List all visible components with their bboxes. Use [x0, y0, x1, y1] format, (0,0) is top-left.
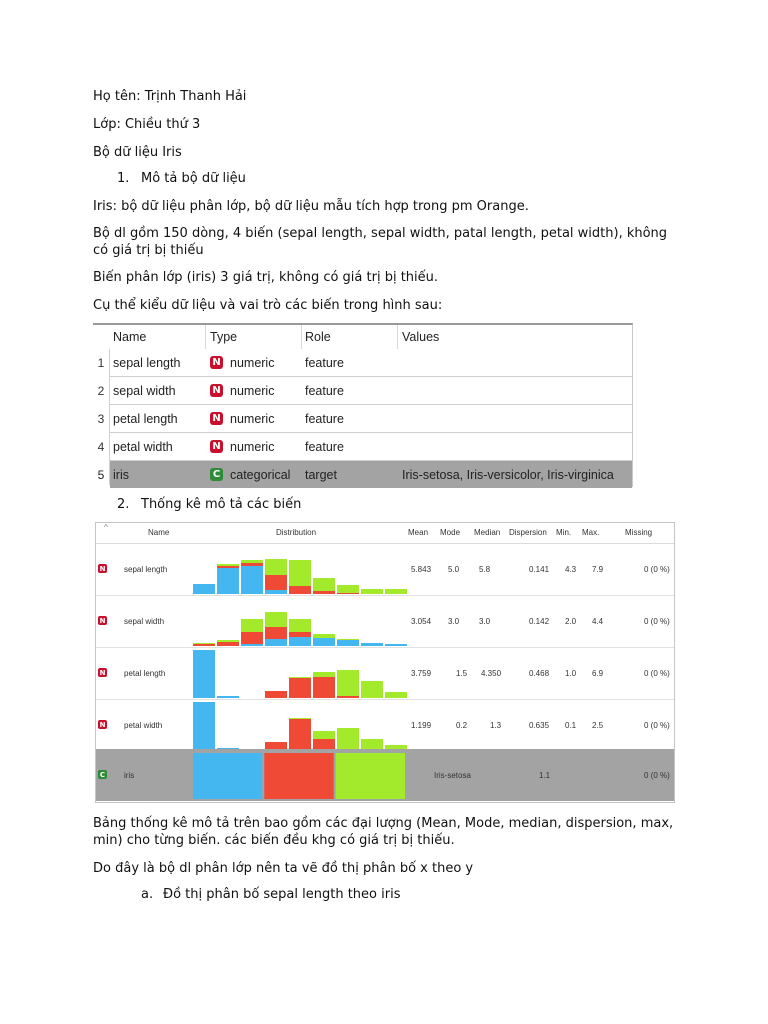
histogram-bar-versicolor: [313, 591, 335, 594]
row-number: 1: [97, 355, 105, 370]
categorical-type-icon: C: [99, 770, 106, 779]
stats-min: 4.3: [565, 564, 577, 574]
histogram-bar-setosa: [193, 702, 215, 750]
numeric-type-icon: N: [210, 412, 223, 425]
class-bar-virginica: [336, 753, 405, 799]
section-1-title: Mô tả bộ dữ liệu: [141, 171, 246, 186]
stats-max: 7.9: [592, 564, 604, 574]
header-name[interactable]: Name: [113, 330, 147, 344]
histogram-bar-setosa: [337, 640, 359, 646]
stats-missing: 0 (0 %): [644, 770, 670, 780]
histogram-bar-virginica: [217, 640, 239, 642]
histogram-bar-versicolor: [289, 632, 311, 637]
stats-mode: 1.5: [456, 668, 468, 678]
stats-mode: Iris-setosa: [434, 770, 471, 780]
class-line: Lớp: Chiều thứ 3: [93, 117, 201, 132]
histogram-bar-versicolor: [241, 563, 263, 566]
header-distribution[interactable]: Distribution: [276, 528, 317, 537]
header-type[interactable]: Type: [210, 330, 238, 344]
distribution-histogram: [192, 596, 408, 646]
variable-role: target: [305, 467, 337, 482]
header-role[interactable]: Role: [305, 330, 331, 344]
stats-row-selected[interactable]: [96, 749, 674, 801]
histogram-bar-virginica: [289, 619, 311, 632]
histogram-bar-setosa: [265, 639, 287, 646]
histogram-bar-virginica: [385, 589, 407, 594]
histogram-bar-versicolor: [289, 586, 311, 594]
variable-type: numeric: [230, 355, 275, 370]
histogram-bar-virginica: [289, 560, 311, 586]
stats-missing: 0 (0 %): [644, 668, 670, 678]
histogram-bar-versicolor: [217, 642, 239, 646]
histogram-bar-virginica: [313, 578, 335, 591]
histogram-bar-setosa: [217, 696, 239, 698]
histogram-bar-virginica: [289, 677, 311, 678]
stats-median: 3.0: [479, 616, 491, 626]
stats-mean: 3.054: [411, 616, 432, 626]
section-2-paragraph-2: Do đây là bộ dl phân lớp nên ta vẽ đồ thị phân bố x theo y: [93, 861, 474, 876]
section-2a-title: Đồ thị phân bố sepal length theo iris: [163, 887, 401, 902]
histogram-bar-virginica: [337, 585, 359, 593]
stats-variable-name: iris: [124, 770, 135, 780]
stats-median: 1.3: [490, 720, 502, 730]
histogram-bar-virginica: [241, 560, 263, 563]
variable-name: petal width: [113, 439, 173, 454]
histogram-bar-versicolor: [289, 719, 311, 750]
stats-mean: 5.843: [411, 564, 432, 574]
stats-dispersion: 0.141: [529, 564, 550, 574]
categorical-type-icon: C: [210, 468, 223, 481]
sort-indicator-icon[interactable]: ^: [104, 523, 108, 532]
header-median[interactable]: Median: [474, 528, 501, 537]
stats-dispersion: 0.635: [529, 720, 550, 730]
section-1-paragraph-4: Cụ thể kiểu dữ liệu và vai trò các biến trong hình sau:: [93, 298, 443, 313]
class-distribution-bars: [192, 753, 406, 799]
variable-type: numeric: [230, 439, 275, 454]
header-min[interactable]: Min.: [556, 528, 572, 537]
stats-variable-name: petal width: [124, 720, 163, 730]
section-2-title: Thống kê mô tả các biến: [141, 497, 302, 512]
stats-mode: 0.2: [456, 720, 468, 730]
histogram-bar-setosa: [241, 566, 263, 594]
histogram-bar-versicolor: [313, 677, 335, 698]
section-2-paragraph-1: Bảng thống kê mô tả trên bao gồm các đại lượng (Mean, Mode, median, dispersion, max, min) cho từng biến. các biến đều khg có giá trị bị thiếu.: [93, 816, 674, 848]
header-mean[interactable]: Mean: [408, 528, 429, 537]
distribution-histogram: [192, 544, 408, 594]
dataset-line: Bộ dữ liệu Iris: [93, 145, 182, 160]
section-2a-letter: a.: [141, 887, 154, 902]
variable-name: iris: [113, 467, 129, 482]
stats-variable-name: sepal width: [124, 616, 165, 626]
stats-missing: 0 (0 %): [644, 616, 670, 626]
stats-row[interactable]: [96, 699, 674, 751]
stats-mean: 1.199: [411, 720, 432, 730]
header-divider: [205, 325, 206, 349]
variable-name: sepal length: [113, 355, 181, 370]
header-divider: [301, 325, 302, 349]
stats-missing: 0 (0 %): [644, 564, 670, 574]
variable-row[interactable]: [93, 405, 632, 432]
stats-mode: 5.0: [448, 564, 460, 574]
statistics-table: [95, 522, 675, 803]
stats-variable-name: sepal length: [124, 564, 168, 574]
header-name[interactable]: Name: [148, 528, 170, 537]
numeric-type-icon: N: [99, 668, 106, 677]
header-values[interactable]: Values: [402, 330, 440, 344]
histogram-bar-versicolor: [265, 691, 287, 698]
histogram-bar-virginica: [241, 619, 263, 632]
header-missing[interactable]: Missing: [625, 528, 653, 537]
variable-type: numeric: [230, 383, 275, 398]
variable-name: sepal width: [113, 383, 176, 398]
histogram-bar-virginica: [337, 728, 359, 750]
histogram-bar-virginica: [265, 612, 287, 627]
histogram-bar-virginica: [361, 589, 383, 594]
numeric-type-icon: N: [99, 720, 106, 729]
row-number: 5: [97, 467, 105, 482]
stats-row[interactable]: [96, 595, 674, 647]
histogram-bar-setosa: [313, 638, 335, 646]
numeric-type-icon: N: [210, 356, 223, 369]
student-name-line: Họ tên: Trịnh Thanh Hải: [93, 89, 247, 104]
stats-median: 4.350: [481, 668, 502, 678]
numeric-type-icon: N: [99, 616, 106, 625]
histogram-bar-versicolor: [337, 696, 359, 698]
histogram-bar-virginica: [313, 672, 335, 677]
histogram-bar-setosa: [217, 568, 239, 594]
stats-median: 5.8: [479, 564, 491, 574]
variable-row[interactable]: [93, 349, 632, 376]
distribution-histogram: [192, 648, 408, 698]
stats-row[interactable]: [96, 647, 674, 699]
stats-mode: 3.0: [448, 616, 460, 626]
histogram-bar-virginica: [193, 643, 215, 644]
stats-dispersion: 0.142: [529, 616, 550, 626]
histogram-bar-virginica: [217, 564, 239, 566]
histogram-bar-setosa: [361, 643, 383, 646]
stats-max: 2.5: [592, 720, 604, 730]
variable-values: Iris-setosa, Iris-versicolor, Iris-virginica: [402, 467, 614, 482]
class-bar-versicolor: [264, 753, 333, 799]
histogram-bar-virginica: [361, 681, 383, 698]
histogram-bar-virginica: [385, 692, 407, 698]
numeric-type-icon: N: [210, 384, 223, 397]
stats-min: 0.1: [565, 720, 577, 730]
distribution-histogram: [192, 700, 408, 750]
histogram-bar-virginica: [289, 718, 311, 719]
class-bar-setosa: [193, 753, 262, 799]
statistics-table-header: [96, 523, 674, 544]
histogram-bar-virginica: [337, 639, 359, 640]
histogram-bar-setosa: [193, 650, 215, 698]
variables-table: [93, 323, 633, 487]
variable-role: feature: [305, 355, 344, 370]
variable-role: feature: [305, 411, 344, 426]
histogram-bar-versicolor: [217, 566, 239, 568]
variable-role: feature: [305, 383, 344, 398]
numeric-type-icon: N: [99, 564, 106, 573]
section-1-paragraph-2: Bộ dl gồm 150 dòng, 4 biến (sepal length, sepal width, patal length, petal width), không có giá trị bị thiếu: [93, 226, 668, 258]
variable-type: categorical: [230, 467, 291, 482]
variable-type: numeric: [230, 411, 275, 426]
histogram-bar-setosa: [289, 637, 311, 646]
stats-row[interactable]: [96, 543, 674, 595]
histogram-bar-virginica: [313, 731, 335, 739]
stats-mean: 3.759: [411, 668, 432, 678]
header-dispersion[interactable]: Dispersion: [509, 528, 547, 537]
numeric-type-icon: N: [210, 440, 223, 453]
stats-missing: 0 (0 %): [644, 720, 670, 730]
histogram-bar-virginica: [313, 634, 335, 638]
histogram-bar-virginica: [265, 559, 287, 575]
header-mode[interactable]: Mode: [440, 528, 461, 537]
histogram-bar-setosa: [385, 644, 407, 646]
stats-max: 6.9: [592, 668, 604, 678]
variable-row-selected[interactable]: [110, 461, 632, 488]
stats-max: 4.4: [592, 616, 604, 626]
header-divider: [397, 325, 398, 349]
histogram-bar-versicolor: [265, 627, 287, 639]
histogram-bar-versicolor: [289, 678, 311, 698]
variable-name: petal length: [113, 411, 178, 426]
row-number: 3: [97, 411, 105, 426]
histogram-bar-setosa: [241, 644, 263, 646]
header-max[interactable]: Max.: [582, 528, 600, 537]
histogram-bar-versicolor: [193, 644, 215, 646]
stats-min: 1.0: [565, 668, 577, 678]
variable-row[interactable]: [93, 377, 632, 404]
histogram-bar-virginica: [337, 670, 359, 696]
histogram-bar-versicolor: [265, 575, 287, 590]
row-number: 4: [97, 439, 105, 454]
stats-dispersion: 0.468: [529, 668, 550, 678]
section-1-number: 1.: [117, 171, 130, 186]
variable-row[interactable]: [93, 433, 632, 460]
histogram-bar-versicolor: [337, 593, 359, 594]
stats-min: 2.0: [565, 616, 577, 626]
section-1-paragraph-3: Biến phân lớp (iris) 3 giá trị, không có giá trị bị thiếu.: [93, 270, 439, 285]
row-number: 2: [97, 383, 105, 398]
histogram-bar-versicolor: [241, 632, 263, 644]
section-1-paragraph-1: Iris: bộ dữ liệu phân lớp, bộ dữ liệu mẫu tích hợp trong pm Orange.: [93, 199, 529, 214]
stats-variable-name: petal length: [124, 668, 166, 678]
histogram-bar-setosa: [265, 590, 287, 594]
variables-table-header: [93, 325, 632, 349]
stats-dispersion: 1.1: [539, 770, 551, 780]
variable-role: feature: [305, 439, 344, 454]
section-2-number: 2.: [117, 497, 130, 512]
histogram-bar-setosa: [193, 584, 215, 594]
